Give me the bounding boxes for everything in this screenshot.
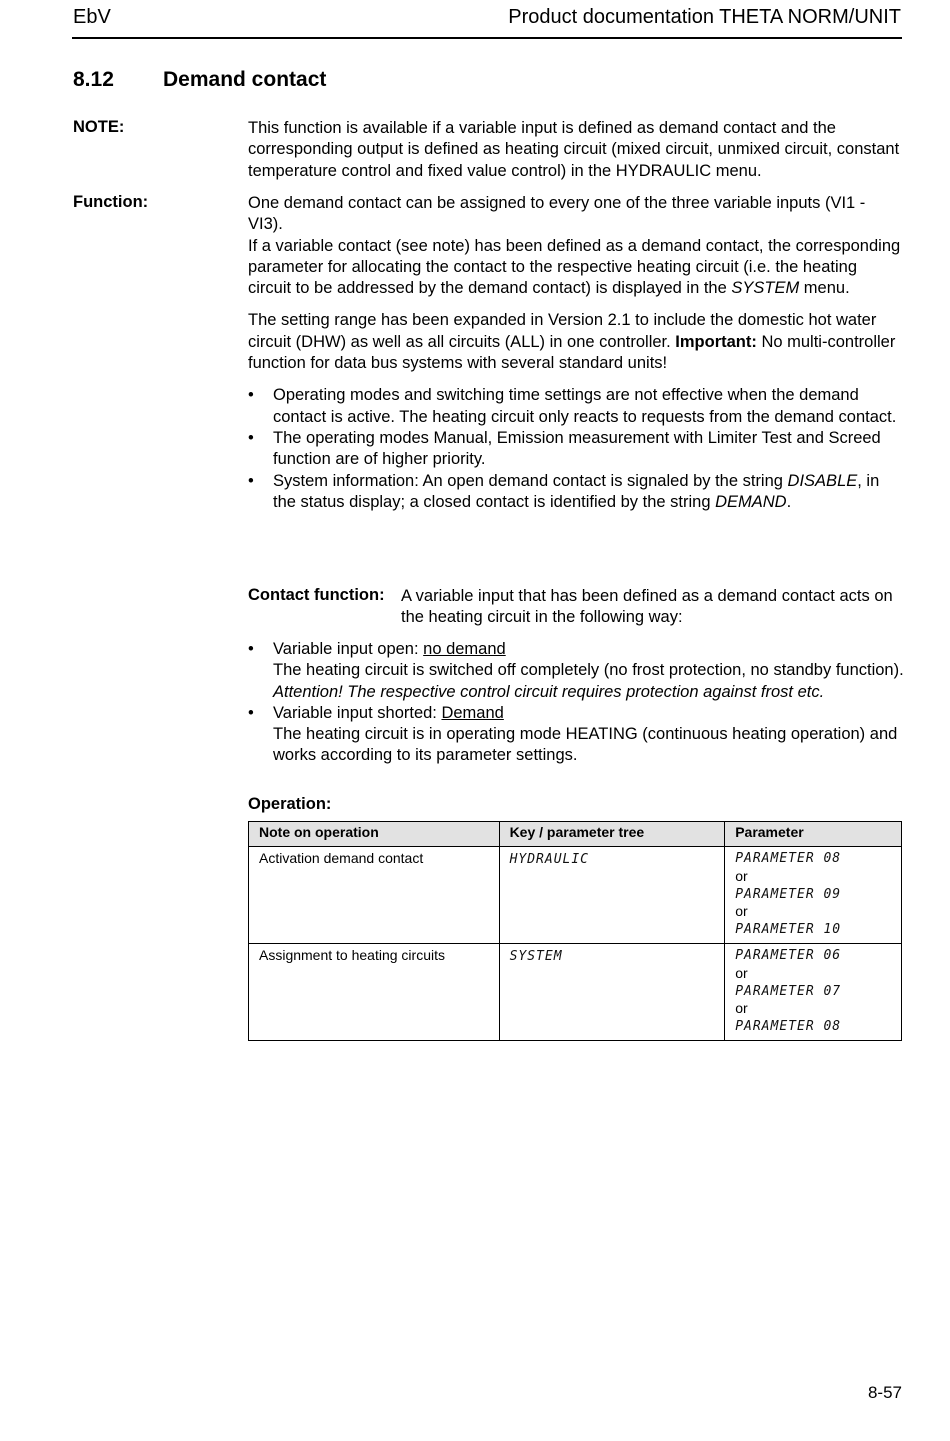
- function-p2-text: If a variable contact (see note) has been defined as a demand contact, the corresponding parameter for allocating the contact to the respective heating circuit (i.e. the heating circuit to be addressed by the demand contact) is displayed in the: [248, 236, 901, 298]
- status-string-demand: DEMAND: [715, 492, 787, 511]
- column-header: Parameter: [725, 822, 902, 847]
- attention-note: Attention! The respective control circuit requires protection against frost etc.: [273, 682, 825, 701]
- bullet-text: The heating circuit is switched off completely (no frost protection, no standby function).: [273, 661, 904, 680]
- header-left: EbV: [73, 6, 111, 28]
- function-p3-end: No multi-controller function for data bus systems with several standard units!: [248, 332, 896, 373]
- lcd-parameter: PARAMETER 10: [735, 922, 842, 938]
- operation-table: [248, 821, 902, 1041]
- table-cell: Assignment to heating circuits: [249, 943, 500, 1040]
- or-text: or: [735, 903, 748, 920]
- bullet-heading: Variable input shorted:: [273, 703, 442, 722]
- table-cell: Activation demand contact: [249, 847, 500, 944]
- function-paragraph-2: [248, 236, 904, 300]
- list-item: [248, 639, 904, 703]
- or-text: or: [735, 867, 748, 884]
- function-label: Function:: [73, 193, 149, 211]
- bullet-icon: •: [248, 471, 254, 490]
- function-p3-text: The setting range has been expanded in Version 2.1 to include the domestic hot water circuit (DHW) as well as all circuits (ALL) in one controller.: [248, 311, 877, 351]
- lcd-parameter: PARAMETER 08: [735, 1019, 842, 1035]
- note-text: [248, 118, 904, 182]
- bullet-text-end: .: [786, 492, 792, 511]
- list-item: [248, 428, 904, 471]
- list-item: [248, 385, 904, 428]
- function-bullet-list: [248, 385, 904, 513]
- lcd-parameter: PARAMETER 07: [735, 983, 842, 999]
- contact-bullet-list: [248, 639, 904, 767]
- contact-function-body: [248, 639, 904, 767]
- contact-function-text: A variable input that has been defined as a demand contact acts on the heating circuit in the following way:: [401, 587, 893, 627]
- function-p2-end: menu.: [799, 279, 850, 298]
- or-text: or: [735, 1000, 748, 1017]
- table-row: [249, 847, 902, 944]
- bullet-text: The heating circuit is in operating mode HEATING (continuous heating operation) and works according to its parameter settings.: [273, 725, 898, 765]
- lcd-parameter: PARAMETER 06: [735, 947, 842, 963]
- table-cell: [499, 847, 725, 944]
- contact-function-label: Contact function:: [248, 586, 385, 604]
- bullet-text-mid: , in the status display; a closed contact is identified by the string: [273, 471, 880, 511]
- section-title: Demand contact: [163, 68, 327, 91]
- operation-label: Operation:: [248, 795, 332, 813]
- header-right: Product documentation THETA NORM/UNIT: [508, 6, 901, 28]
- column-header: Note on operation: [249, 822, 500, 847]
- state-demand: Demand: [441, 703, 504, 722]
- bullet-text: The operating modes Manual, Emission measurement with Limiter Test and Screed function are of higher priority.: [273, 428, 881, 469]
- note-label: NOTE:: [73, 118, 125, 136]
- bullet-icon: •: [248, 386, 254, 405]
- header-rule: [72, 37, 902, 39]
- bullet-text: Operating modes and switching time settings are not effective when the demand contact is active. The heating circuit only reacts to requests from the demand contact.: [273, 386, 897, 426]
- page-number: 8-57: [867, 1383, 902, 1402]
- function-paragraph-3: [248, 310, 904, 374]
- table-cell: [725, 943, 902, 1040]
- lcd-key-label: SYSTEM: [509, 948, 563, 964]
- lcd-parameter: PARAMETER 08: [735, 851, 842, 866]
- bullet-text: System information: An open demand contact is signaled by the string: [273, 471, 788, 490]
- table-cell: [725, 847, 902, 944]
- table-header-row: [249, 822, 902, 847]
- list-item: [248, 471, 904, 514]
- bullet-heading: Variable input open:: [273, 640, 424, 658]
- state-no-demand: no demand: [423, 640, 506, 658]
- bullet-icon: •: [248, 428, 254, 447]
- function-paragraph-1: One demand contact can be assigned to every one of the three variable inputs (VI1 - VI3).: [248, 194, 866, 234]
- column-header: Key / parameter tree: [499, 822, 725, 847]
- table-row: [249, 943, 902, 1040]
- function-body: [248, 193, 904, 513]
- note-paragraph: This function is available if a variable input is defined as demand contact and the corresponding output is defined as heating circuit (mixed circuit, unmixed circuit, constant temperature control and fixed value control) in the HYDRAULIC menu.: [248, 119, 900, 180]
- lcd-key-label: HYDRAULIC: [509, 852, 590, 867]
- list-item: [248, 703, 904, 767]
- status-string-disable: DISABLE: [787, 471, 858, 490]
- bullet-icon: •: [248, 703, 254, 722]
- bullet-icon: •: [248, 640, 254, 658]
- or-text: or: [735, 964, 748, 981]
- table-cell: [499, 943, 725, 1040]
- section-number: 8.12: [73, 68, 114, 91]
- lcd-parameter: PARAMETER 09: [735, 886, 842, 902]
- function-p2-menu: SYSTEM: [731, 279, 800, 298]
- function-p3-important: Important:: [675, 332, 757, 351]
